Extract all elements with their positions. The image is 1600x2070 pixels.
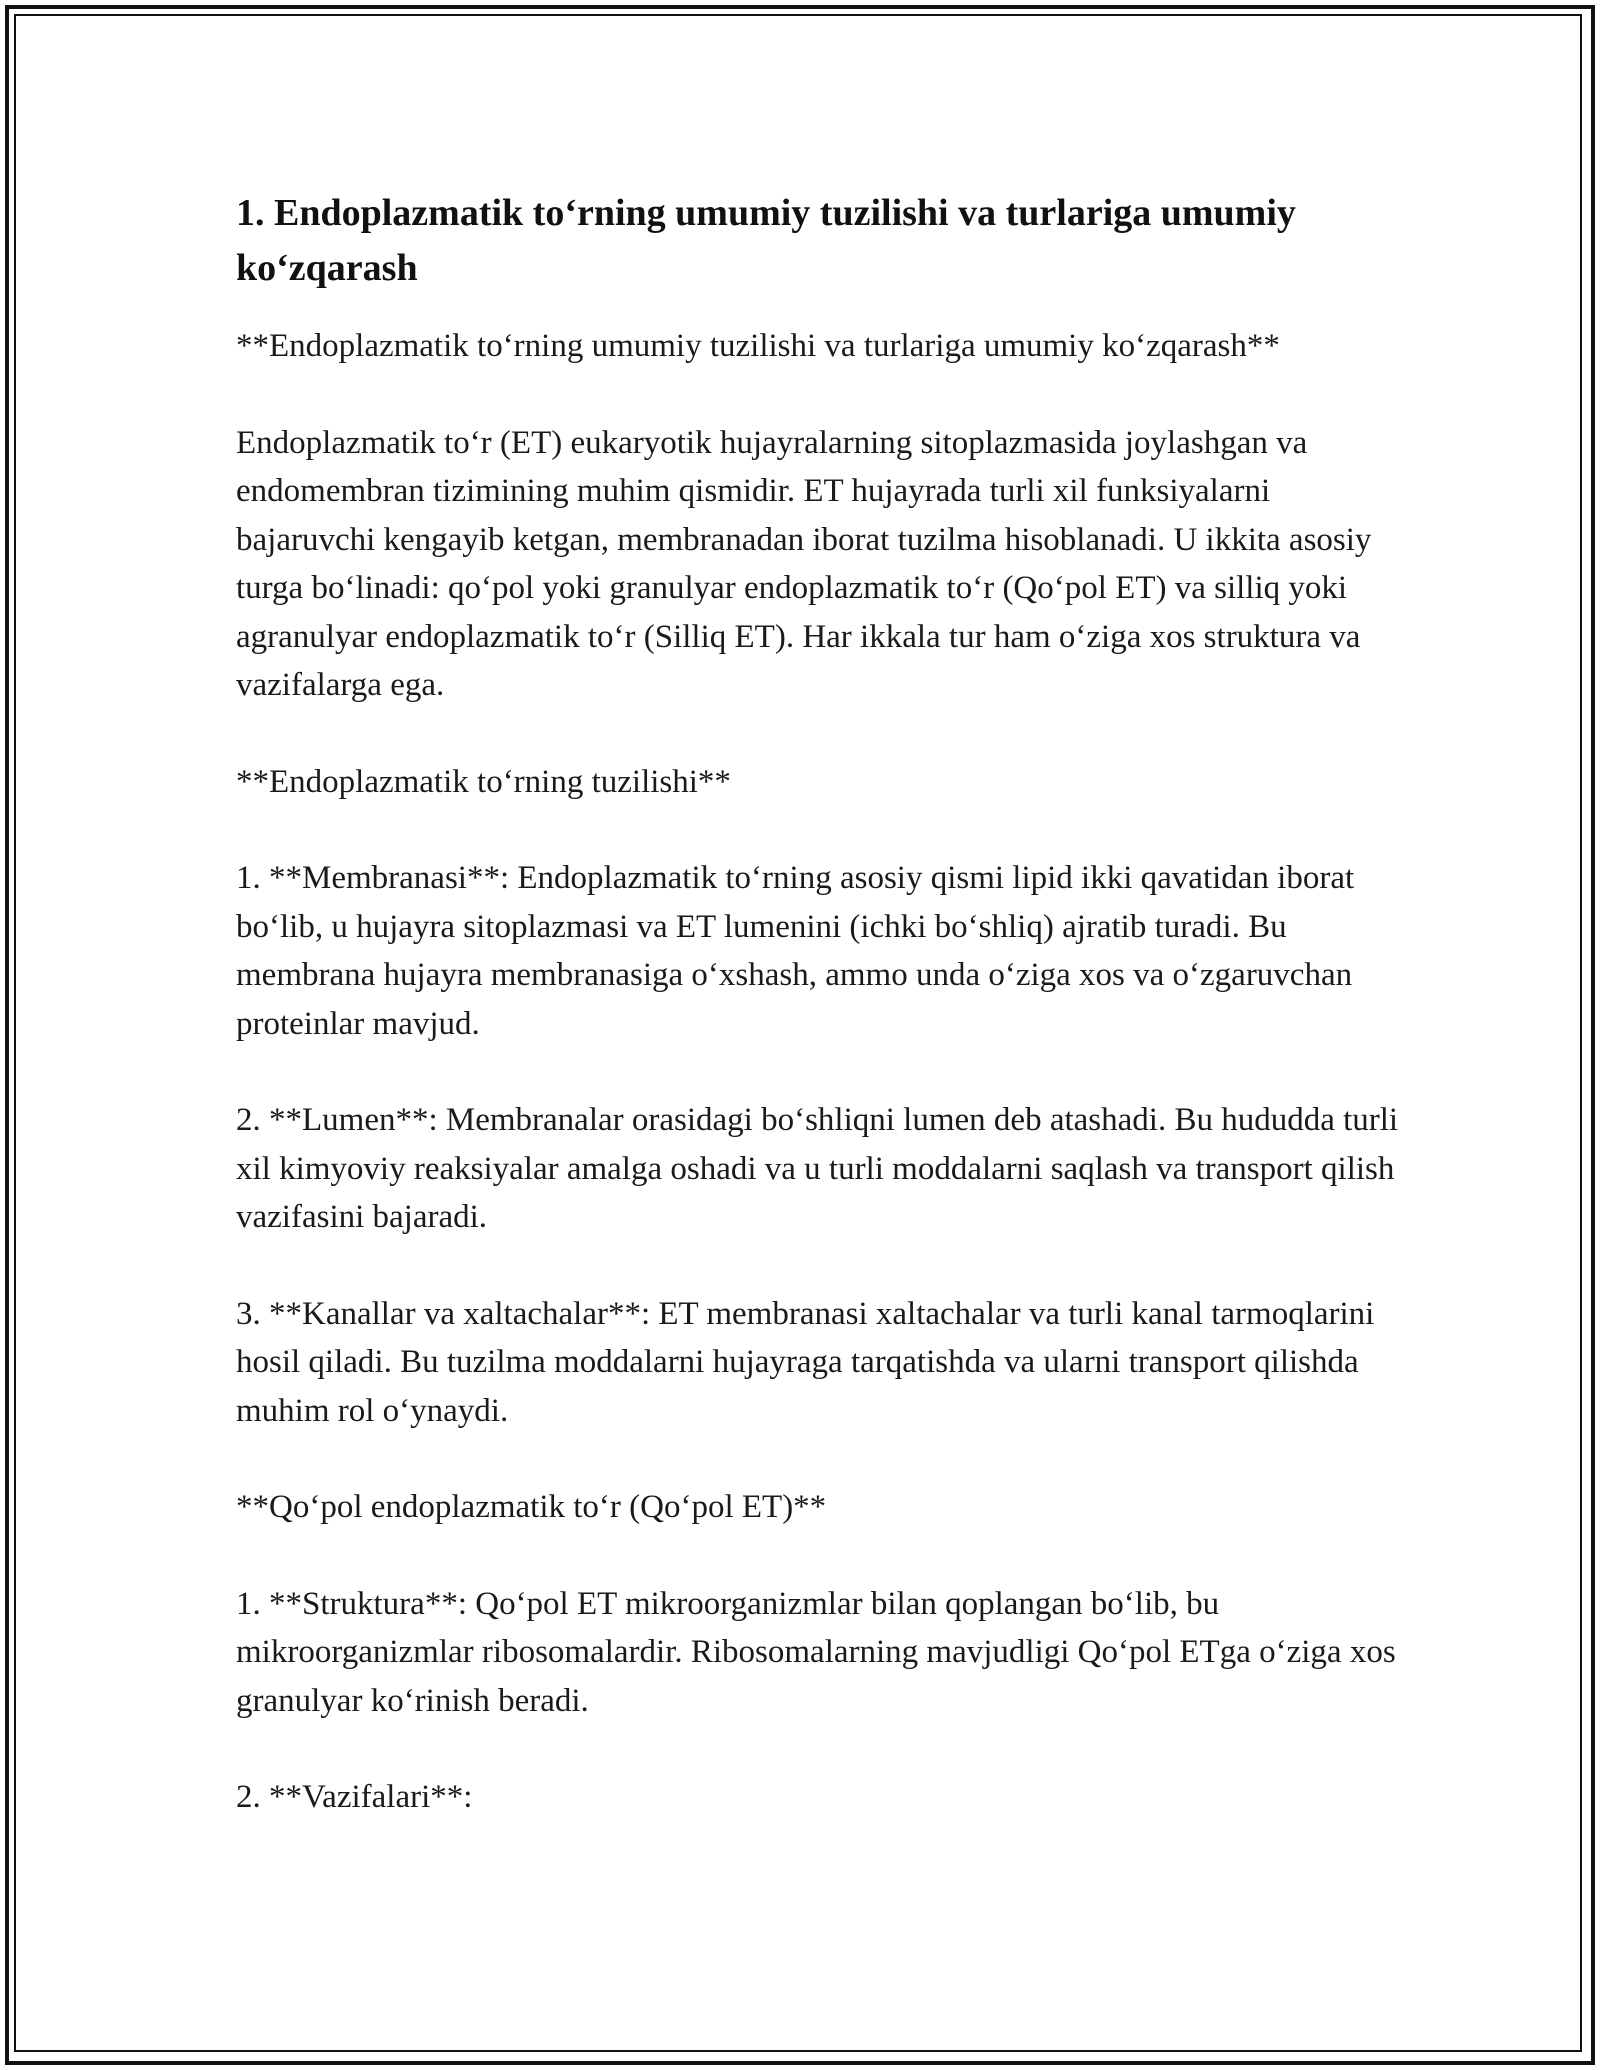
document-title: 1. Endoplazmatik to‘rning umumiy tuzilishi va turlariga umumiy ko‘zqarash bbox=[236, 192, 1296, 289]
document-page bbox=[236, 186, 1416, 1870]
list-item-lumen: 2. **Lumen**: Membranalar orasidagi bo‘shliqni lumen deb atashadi. Bu hududda turli xil kimyoviy reaksiyalar amalga oshadi va u turli moddalarni saqlash va transport qilish vazifasini bajaradi. bbox=[236, 1102, 1399, 1235]
list-item-structure: 1. **Struktura**: Qo‘pol ET mikroorganizmlar bilan qoplangan bo‘lib, bu mikroorganizmlar ribosomalardir. Ribosomalarning mavjudligi Qo‘pol ETga o‘ziga xos granulyar ko‘rinish beradi. bbox=[236, 1585, 1396, 1719]
paragraph-intro: Endoplazmatik to‘r (ET) eukaryotik hujayralarning sitoplazmasida joylashgan va endomembran tizimining muhim qismidir. ET hujayrada turli xil funksiyalarni bajaruvchi kengayib ketgan, membranadan iborat tuzilma hisoblanadi. U ikkita asosiy turga bo‘linadi: qo‘pol yoki granulyar endoplazmatik to‘r (Qo‘pol ET) va silliq yoki agranulyar endoplazmatik to‘r (Silliq ET). Har ikkala tur ham o‘ziga xos struktura va vazifalarga ega. bbox=[236, 424, 1372, 703]
section-heading-structure: **Endoplazmatik to‘rning tuzilishi** bbox=[236, 763, 731, 800]
list-item-membrane: 1. **Membranasi**: Endoplazmatik to‘rning asosiy qismi lipid ikki qavatidan iborat bo‘lib, u hujayra sitoplazmasi va ET lumenini (ichki bo‘shliq) ajratib turadi. Bu membrana hujayra membranasiga o‘xshash, ammo unda o‘ziga xos va o‘zgaruvchan proteinlar mavjud. bbox=[236, 860, 1355, 1042]
section-heading-rough-er: **Qo‘pol endoplazmatik to‘r (Qo‘pol ET)** bbox=[236, 1489, 827, 1525]
list-item-channels: 3. **Kanallar va xaltachalar**: ET membranasi xaltachalar va turli kanal tarmoqlarini hosil qiladi. Bu tuzilma moddalarni hujayraga tarqatishda va ularni transport qilishda muhim rol o‘ynaydi. bbox=[236, 1295, 1375, 1429]
paragraph-subtitle: **Endoplazmatik to‘rning umumiy tuzilishi va turlariga umumiy ko‘zqarash** bbox=[236, 328, 1280, 364]
list-item-functions: 2. **Vazifalari**: bbox=[236, 1779, 473, 1815]
